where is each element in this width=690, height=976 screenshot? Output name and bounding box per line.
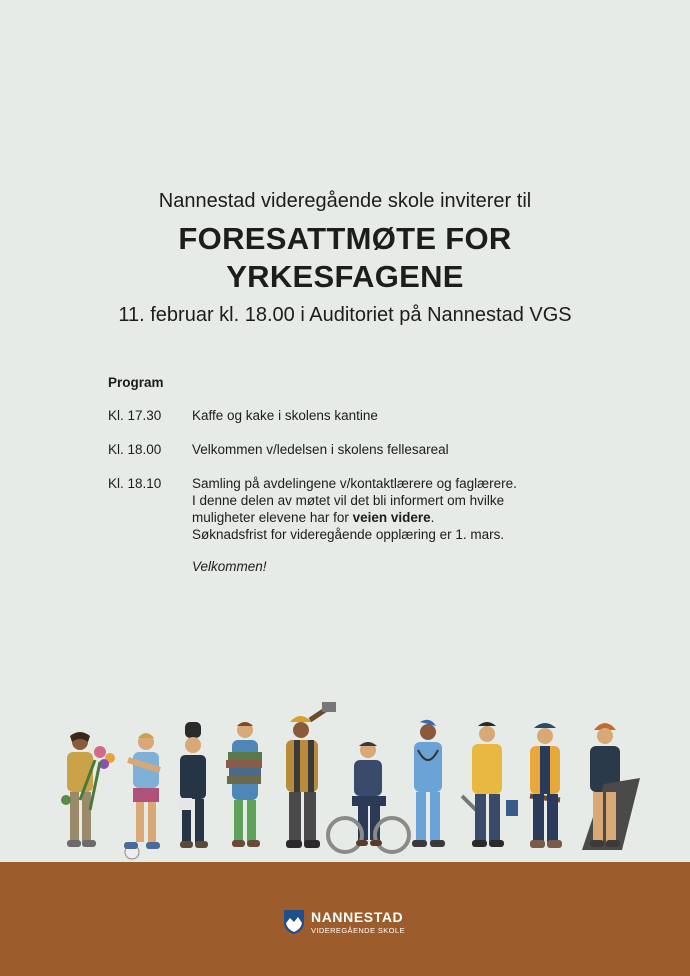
welder-figure: [530, 723, 562, 848]
title-line-1: FORESATTMØTE FOR: [178, 221, 512, 256]
program-desc: [192, 475, 588, 543]
date-line: 11. februar kl. 18.00 i Auditoriet på Nannestad VGS: [118, 304, 572, 326]
program-desc-text: .: [430, 510, 435, 525]
logo-text: [311, 910, 405, 935]
vocational-people-illustration: [0, 700, 690, 865]
program-item: [108, 407, 588, 424]
program-desc: Velkommen v/ledelsen i skolens fellesareal: [192, 442, 449, 457]
program-desc-line: Søknadsfrist for videregående opplæring er 1. mars.: [192, 527, 505, 542]
wheelchair-user-figure: [328, 742, 409, 852]
health-worker-figure: [412, 720, 445, 847]
carpenter-figure: [582, 723, 640, 850]
program-desc-line: [192, 509, 588, 526]
chef-figure: [178, 722, 208, 848]
florist-figure: [61, 732, 115, 847]
logo-subtitle: VIDEREGÅENDE SKOLE: [311, 925, 405, 935]
program-desc-emphasis: veien videre: [352, 510, 431, 525]
program-time: Kl. 18.00: [108, 442, 162, 457]
program-desc-line: I denne delen av møtet vil det bli informert om hvilke: [192, 493, 505, 508]
program-item: [108, 441, 588, 458]
closing-text: Velkommen!: [192, 559, 267, 574]
program: [108, 375, 588, 574]
mechanic-figure: [462, 722, 518, 847]
athlete-figure: [124, 733, 160, 859]
program-desc: Kaffe og kake i skolens kantine: [192, 408, 378, 423]
shield-icon: [283, 909, 305, 935]
program-desc-line: Samling på avdelingene v/kontaktlærere og faglærere.: [192, 476, 517, 491]
page-title: [0, 220, 690, 296]
program-time: Kl. 17.30: [108, 408, 162, 423]
school-logo: [283, 909, 405, 935]
program-heading: Program: [108, 375, 164, 390]
program-desc-text: muligheter elevene har for: [192, 510, 353, 525]
logo-name: NANNESTAD: [311, 908, 404, 925]
invite-line: Nannestad videregående skole inviterer til: [158, 190, 532, 212]
title-line-2: YRKESFAGENE: [226, 259, 464, 294]
program-time: Kl. 18.10: [108, 476, 162, 491]
program-item: [108, 475, 588, 543]
bookseller-figure: [226, 722, 262, 847]
